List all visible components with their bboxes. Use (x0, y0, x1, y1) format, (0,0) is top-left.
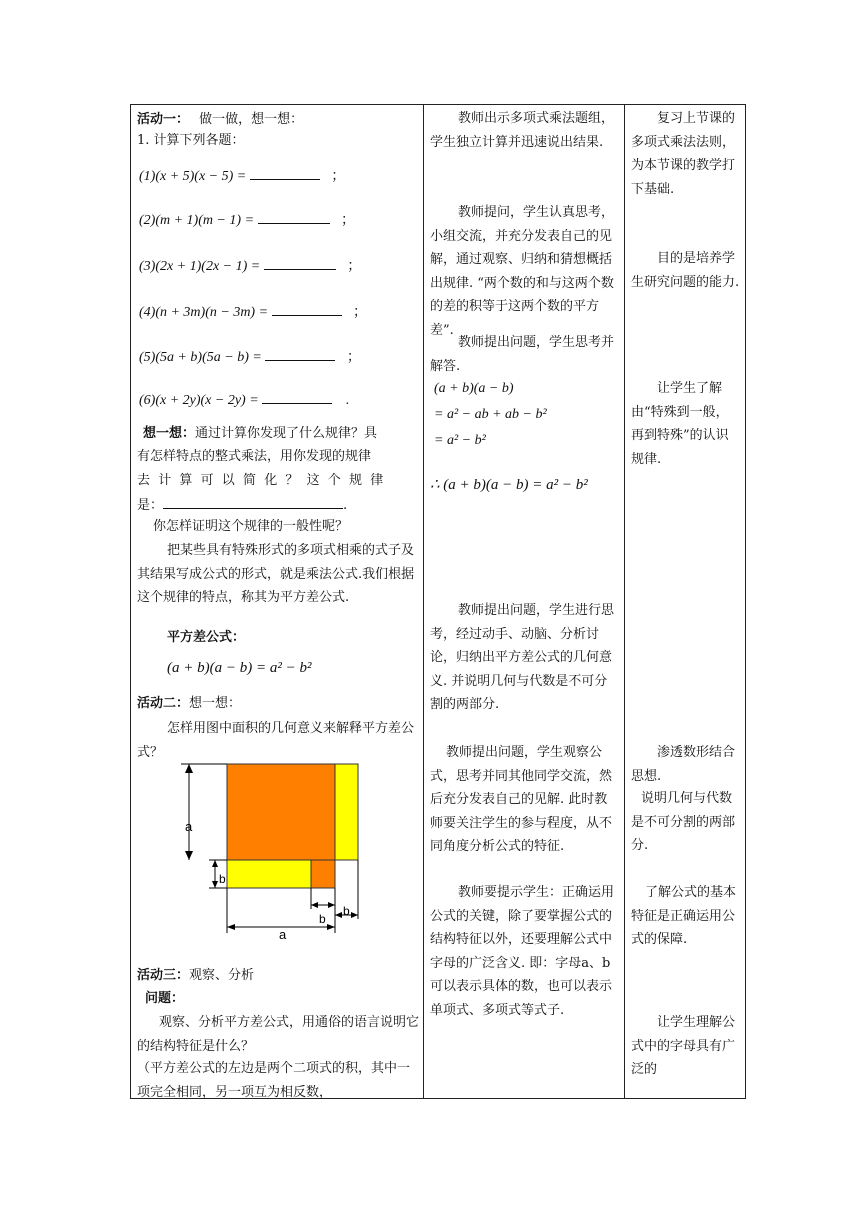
think-title: 想一想： (143, 425, 196, 440)
label-b-bottom: b (319, 912, 326, 926)
exercise-1: (1)(x + 5)(x − 5) = ； (139, 165, 345, 187)
derivation-line-3: = a² − b² (434, 433, 486, 448)
col3-p6: 了解公式的基本特征是正确运用公式的保障. (631, 885, 737, 947)
col2-p1: 教师出示多项式乘法题组，学生独立计算并迅速说出结果. (430, 111, 615, 150)
teacher-student-column (424, 105, 625, 1099)
answer-paragraph: （平方差公式的左边是两个二项式的积，其中一项完全相同，另一项互为相反数， (137, 1061, 411, 1100)
yellow-strip-bottom (227, 860, 311, 888)
think-line-2: 有怎样特点的整式乘法，用你发现的规律 (137, 449, 372, 464)
question-title: 问题： (145, 990, 185, 1005)
activity-column: 活动一： 做一做，想一想： 1. 计算下列各题： (1)(x + 5)(x − 5) = ； (2)(m + 1)(m − 1) = ； (3)(2x + 1)(2x − 1) = ； (4)(n + 3m)(n − 3m) = ； (5)(5a + b)(5a − b) = ； (6)(x + 2y)(x − 2y) = . 想一想：通过计算你发现了什么规律？具 有怎样特点的整式乘法，用你发现的规律 去计算可以简化？这个规律 是： . 你怎样证明这个规律的一般性呢？ 把某些具有特殊形式的多项式相乘的式子及其结果写成公式的形式，就是乘法公式.我们根据这个规律的特点，称其为平方差公式. 平方差公式： (a + b)(a − b) = a² − b² 活动二：想一想： 怎样用图中面积的几何意义来解释平方差公式？ a b b b a 活动三：观察、分析 问题： 观察、分析平方差公式，用通俗的语言说明它的结构特征是什么？ （平方差公式的左边是两个二项式的积，其中一项完全相同，另一项互为相反数， (131, 105, 424, 1099)
activity2-title: 活动二： (137, 695, 190, 710)
question-paragraph: 观察、分析平方差公式，用通俗的语言说明它的结构特征是什么？ (137, 1015, 420, 1054)
activity3-title: 活动三： (137, 967, 190, 982)
orange-small-square (311, 860, 335, 888)
col3-p2: 目的是培养学生研究问题的能力. (631, 251, 740, 290)
exercise-2: (2)(m + 1)(m − 1) = ； (139, 209, 355, 231)
col3-p1: 复习上节课的多项式乘法法则，为本节课的教学打下基础. (631, 111, 736, 197)
activity2-subtitle: 想一想： (189, 696, 242, 711)
col2-p6: 教师要提示学生：正确运用公式的关键，除了要掌握公式的结构特征以外，还要理解公式中字母的广泛含义. 即：字母a、b可以表示具体的数，也可以表示单项式、多项式等式子. (430, 885, 615, 1018)
activity1-title: 活动一： (137, 111, 190, 126)
col2-p3: 教师提出问题，学生思考并解答. (430, 335, 615, 374)
col3-p3: 让学生了解由“特殊到一般，再到特殊”的认识规律. (631, 381, 729, 467)
area-diagram (175, 759, 375, 939)
col2-p2: 教师提问，学生认真思考，小组交流，并充分发表自己的见解，通过观察、归纳和猜想概括出规律. “两个数的和与这两个数的差的积等于这两个数的平方差”. (430, 205, 615, 338)
question-intro: 1. 计算下列各题： (137, 133, 245, 148)
exercise-6: (6)(x + 2y)(x − 2y) = . (139, 389, 349, 411)
lesson-table (130, 104, 746, 1099)
label-a-bottom: a (279, 927, 287, 939)
col3-p4: 渗透数形结合思想. (631, 745, 736, 784)
yellow-strip-right (335, 764, 358, 860)
derivation-line-2: = a² − ab + ab − b² (434, 407, 547, 422)
formula: (a + b)(a − b) = a² − b² (167, 660, 312, 676)
think-line-3: 去计算可以简化？这个规律 (137, 473, 392, 488)
col2-p5: 教师提出问题，学生观察公式，思考并同其他同学交流，然后充分发表自己的见解. 此时教师要关注学生的参与程度，从不同角度分析公式的特征. (430, 745, 613, 854)
label-b-bottom-right: b (343, 904, 350, 918)
exercise-4: (4)(n + 3m)(n − 3m) = ； (139, 301, 367, 323)
exercise-3: (3)(2x + 1)(2x − 1) = ； (139, 255, 361, 277)
think-line-4: 是： (137, 498, 164, 513)
derivation-line-1: (a + b)(a − b) (434, 381, 514, 396)
label-b-left: b (219, 872, 226, 886)
purpose-column (625, 105, 746, 1099)
activity1-subtitle: 做一做，想一想： (199, 112, 304, 127)
col3-p5: 说明几何与代数是不可分割的两部分. (631, 791, 736, 853)
formula-title: 平方差公式： (167, 629, 246, 644)
label-a-left: a (185, 819, 193, 834)
orange-square (227, 764, 335, 860)
prove-line: 你怎样证明这个规律的一般性呢？ (153, 519, 349, 534)
activity2-paragraph: 怎样用图中面积的几何意义来解释平方差公式？ (137, 721, 415, 760)
col3-p7: 让学生理解公式中的字母具有广泛的 (631, 1015, 736, 1077)
exercise-5: (5)(5a + b)(5a − b) = ； (139, 346, 361, 368)
activity3-subtitle: 观察、分析 (189, 968, 255, 983)
col2-p4: 教师提出问题，学生进行思考，经过动手、动脑、分析讨论，归纳出平方差公式的几何意义. 并说明几何与代数是不可分割的两部分. (430, 603, 615, 712)
derivation-conclusion: ∴ (a + b)(a − b) = a² − b² (430, 477, 588, 493)
formula-paragraph: 把某些具有特殊形式的多项式相乘的式子及其结果写成公式的形式，就是乘法公式.我们根据这个规律的特点，称其为平方差公式. (137, 543, 415, 605)
think-line-1: 通过计算你发现了什么规律？具 (195, 426, 378, 441)
